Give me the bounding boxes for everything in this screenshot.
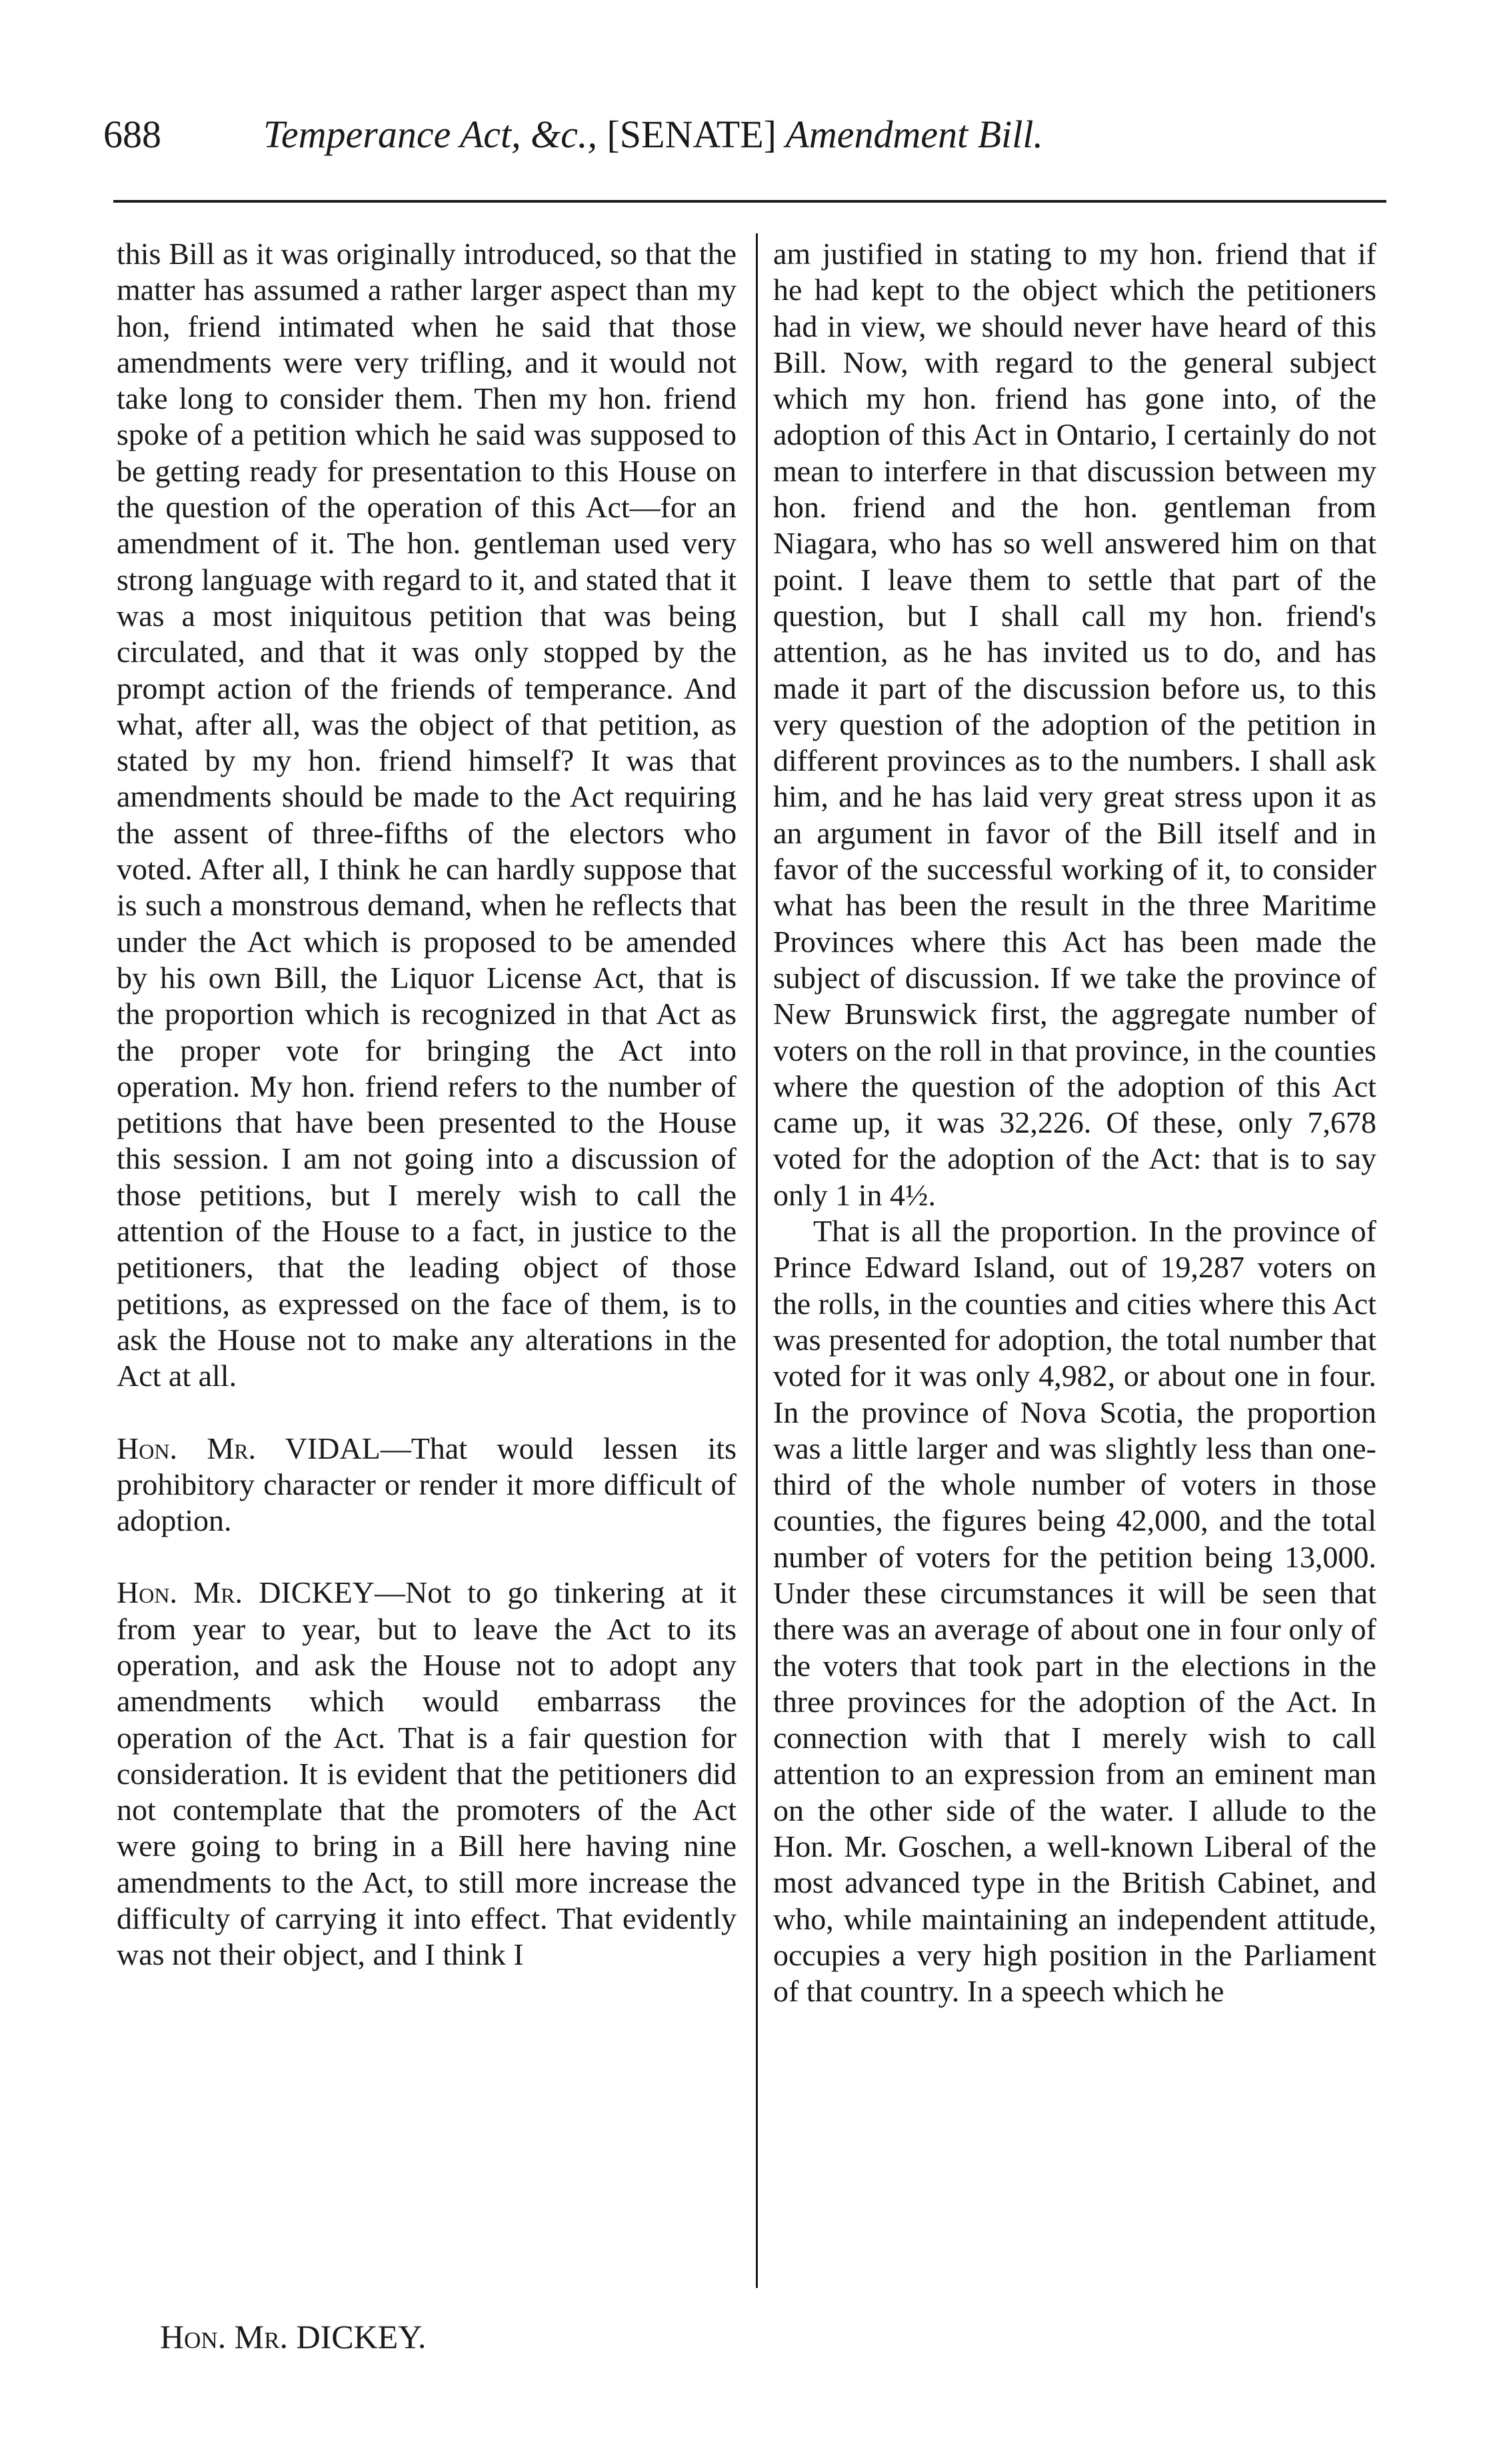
right-paragraph-2: That is all the proportion. In the province of Prince Edward Island, out of 19,287 voters on the rolls, in the counties and cities where this Act was presented for adoption, the total number that voted for it was only 4,982, or about one in four. In the province of Nova Scotia, the proportion was a little larger and was slightly less than one-third of the whole number of voters in those counties, the figures being 42,000, and the total number of voters for the petition being 13,000. Under these circumstances it will be seen that there was an average of about one in four only of the voters that took part in the elections in the three provinces for the adoption of the Act. In connection with that I merely wish to call attention to an expression from an eminent man on the other side of the water. I allude to the Hon. Mr. Goschen, a well-known Liberal of the most advanced type in the British Cabinet, and who, while maintaining an independent attitude, occupies a very high position in the Parliament of that country. In a speech which he	[773, 1214, 1376, 2009]
footer-catchword: Hon. Mr. DICKEY.	[160, 2318, 427, 2355]
header-rule	[113, 200, 1386, 203]
page-number: 688	[103, 113, 161, 156]
page-header	[103, 112, 1403, 165]
running-title	[263, 112, 1043, 157]
left-paragraph-vidal	[117, 1431, 737, 1539]
left-column	[117, 236, 737, 1973]
speaker-vidal: Hon. Mr. VIDAL	[117, 1431, 381, 1465]
dickey-remark: —Not to go tinkering at it from year to year, but to leave the Act to its operation, and ask the House not to adopt any amendments which would embarrass the operation of the Act. That is a fair question for consideration. It is evident that the petitioners did not contemplate that the promoters of the Act were going to bring in a Bill here having nine amendments to the Act, to still more increase the difficulty of carrying it into effect. That evidently was not their object, and I think I	[117, 1575, 737, 1972]
left-paragraph-1: this Bill as it was originally introduced, so that the matter has assumed a rather larger aspect than my hon, friend intimated when he said that those amendments were very trifling, and it would not take long to consider them. Then my hon. friend spoke of a petition which he said was supposed to be getting ready for presentation to this House on the question of the operation of this Act—for an amendment of it. The hon. gentleman used very strong language with regard to it, and stated that it was a most iniquitous petition that was being circulated, and that it was only stopped by the prompt action of the friends of temperance. And what, after all, was the object of that petition, as stated by my hon. friend himself? It was that amendments should be made to the Act requiring the assent of three-fifths of the electors who voted. After all, I think he can hardly suppose that is such a monstrous demand, when he reflects that under the Act which is proposed to be amended by his own Bill, the Liquor License Act, that is the proportion which is recognized in that Act as the proper vote for bringing the Act into operation. My hon. friend refers to the number of petitions that have been presented to the House this session. I am not going into a discussion of those petitions, but I merely wish to call the attention of the House to a fact, in justice to the petitioners, that the leading object of those petitions, as expressed on the face of them, is to ask the House not to make any alterations in the Act at all.	[117, 237, 737, 1393]
title-right: Amendment Bill.	[785, 113, 1044, 156]
speaker-dickey: Hon. Mr. DICKEY	[117, 1575, 375, 1610]
vidal-remark: —That would lessen its prohibitory character or render it more difficult of adoption.	[117, 1431, 737, 1538]
chamber-label: [SENATE]	[607, 113, 776, 156]
left-paragraph-dickey	[117, 1575, 737, 1973]
right-paragraph-1: am justified in stating to my hon. friend that if he had kept to the object which the petitioners had in view, we should never have heard of this Bill. Now, with regard to the general subject which my hon. friend has gone into, of the adoption of this Act in Ontario, I certainly do not mean to interfere in that discussion between my hon. friend and the hon. gentleman from Niagara, who has so well answered him on that point. I leave them to settle that part of the question, but I shall call my hon. friend's attention, as he has invited us to do, and has made it part of the discussion before us, to this very question of the adoption of the petition in different provinces as to the numbers. I shall ask him, and he has laid very great stress upon it as an argument in favor of the Bill itself and in favor of the successful working of it, to consider what has been the result in the three Maritime Provinces where this Act has been made the subject of discussion. If we take the province of New Brunswick first, the aggregate number of voters on the roll in that province, in the counties where the question of the adoption of this Act came up, it was 32,226. Of these, only 7,678 voted for the adoption of the Act: that is to say only 1 in 4½.	[773, 237, 1376, 1212]
title-left: Temperance Act, &c.,	[263, 113, 597, 156]
column-divider	[756, 233, 758, 2288]
right-column	[773, 236, 1376, 2010]
